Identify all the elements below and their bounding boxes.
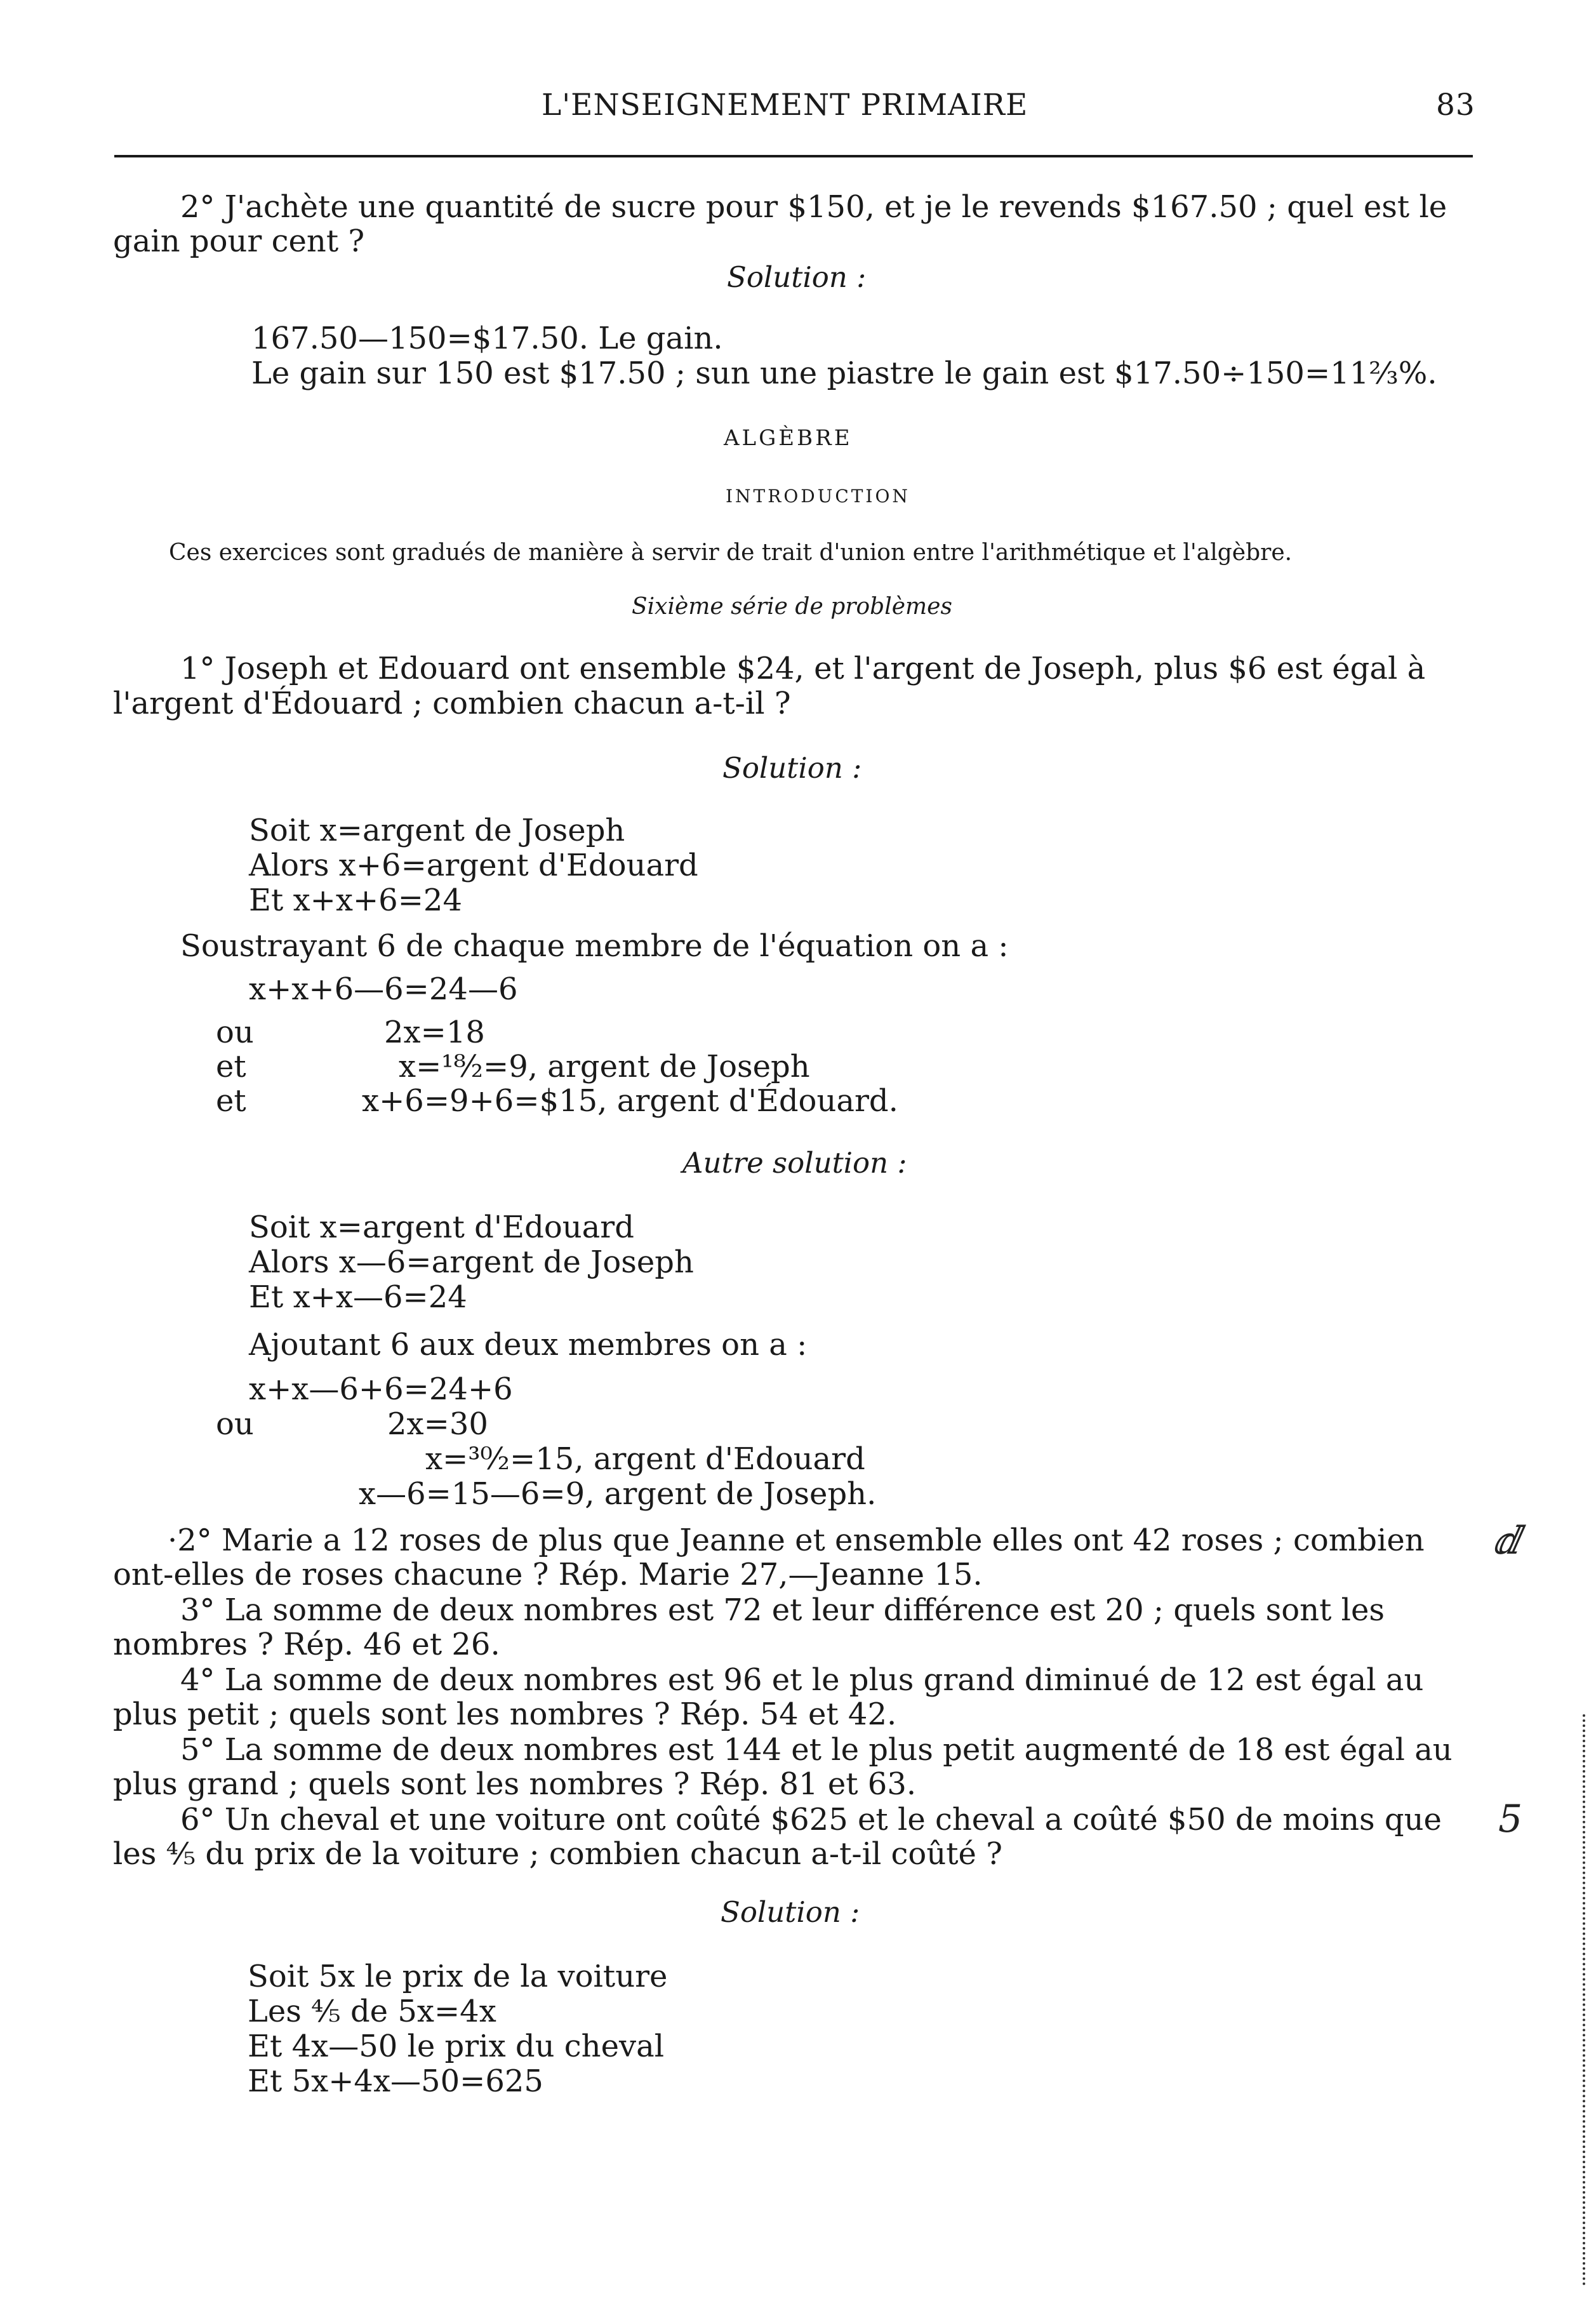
p6-step-4: Et 5x+4x—50=625: [248, 2063, 543, 2099]
problem-6-text-2: les ⅘ du prix de la voiture ; combien chacun a-t-il coûté ?: [113, 1836, 1002, 1872]
problem-3-text-2: nombres ? Rép. 46 et 26.: [113, 1627, 500, 1662]
section-subtitle: INTRODUCTION: [726, 486, 910, 507]
problem-2-text-1: ·2° Marie a 12 roses de plus que Jeanne et ensemble elles ont 42 roses ; combien: [168, 1523, 1425, 1558]
p1-step-7-label: et: [216, 1049, 246, 1084]
alt-step-2: Alors x—6=argent de Joseph: [249, 1244, 694, 1280]
p1-step-5: x+x+6—6=24—6: [249, 971, 518, 1007]
alt-step-4: Ajoutant 6 aux deux membres on a :: [249, 1327, 808, 1363]
p6-solution-label: Solution :: [721, 1895, 860, 1929]
alt-step-8: x—6=15—6=9, argent de Joseph.: [359, 1476, 877, 1512]
problem-4-text-2: plus petit ; quels sont les nombres ? Rép. 54 et 42.: [113, 1697, 897, 1732]
problem-5-text-1: 5° La somme de deux nombres est 144 et le plus petit augmenté de 18 est égal au: [180, 1732, 1453, 1768]
p1-step-3: Et x+x+6=24: [249, 883, 462, 918]
p6-step-1: Soit 5x le prix de la voiture: [248, 1959, 668, 1994]
calc-line-2: Le gain sur 150 est $17.50 ; sun une piastre le gain est $17.50÷150=11⅔%.: [251, 356, 1437, 391]
p1-step-8: x+6=9+6=$15, argent d'Édouard.: [362, 1083, 898, 1119]
p1-solution-label: Solution :: [722, 751, 862, 785]
p1-line-2: l'argent d'Édouard ; combien chacun a-t-il ?: [113, 686, 791, 721]
problem-2-line-2: gain pour cent ?: [113, 223, 365, 259]
problem-3-text-1: 3° La somme de deux nombres est 72 et leur différence est 20 ; quels sont les: [180, 1592, 1385, 1628]
alt-step-6-label: ou: [216, 1406, 254, 1442]
alt-step-7: x=³⁰⁄₂=15, argent d'Edouard: [425, 1441, 865, 1477]
intro-text: Ces exercices sont gradués de manière à servir de trait d'union entre l'arithmétique et l'algèbre.: [169, 540, 1293, 566]
calc-line-1: 167.50—150=$17.50. Le gain.: [251, 321, 723, 356]
problem-6-text-1: 6° Un cheval et une voiture ont coûté $625 et le cheval a coûté $50 de moins que: [180, 1802, 1442, 1837]
p1-step-6-label: ou: [216, 1015, 254, 1050]
alt-step-6: 2x=30: [387, 1406, 488, 1442]
p1-step-1: Soit x=argent de Joseph: [249, 813, 625, 848]
problem-2-line-1: 2° J'achète une quantité de sucre pour $150, et je le revends $167.50 ; quel est le: [180, 189, 1447, 225]
p1-step-4: Soustrayant 6 de chaque membre de l'équation on a :: [180, 928, 1009, 964]
alt-step-5: x+x—6+6=24+6: [249, 1371, 513, 1407]
p1-step-6: 2x=18: [384, 1015, 485, 1050]
alt-solution-label: Autre solution :: [682, 1146, 907, 1180]
p1-line-1: 1° Joseph et Edouard ont ensemble $24, et l'argent de Joseph, plus $6 est égal à: [180, 651, 1426, 686]
header-rule: [114, 155, 1473, 157]
p1-step-8-label: et: [216, 1083, 246, 1119]
alt-step-3: Et x+x—6=24: [249, 1279, 467, 1315]
p1-step-7: x=¹⁸⁄₂=9, argent de Joseph: [399, 1049, 810, 1084]
problem-2-text-2: ont-elles de roses chacune ? Rép. Marie 27,—Jeanne 15.: [113, 1557, 983, 1592]
running-header: L'ENSEIGNEMENT PRIMAIRE: [542, 88, 1028, 123]
problem-4-text-1: 4° La somme de deux nombres est 96 et le plus grand diminué de 12 est égal au: [180, 1662, 1424, 1698]
section-title: ALGÈBRE: [724, 425, 853, 451]
scan-edge-artifact: [1583, 1714, 1588, 2286]
problem-5-text-2: plus grand ; quels sont les nombres ? Rép. 81 et 63.: [113, 1766, 917, 1802]
margin-handwritten-mark-2: 5: [1498, 1797, 1523, 1841]
alt-step-1: Soit x=argent d'Edouard: [249, 1210, 634, 1245]
series-title: Sixième série de problèmes: [632, 594, 952, 620]
solution-label: Solution :: [727, 260, 867, 294]
p1-step-2: Alors x+6=argent d'Edouard: [249, 848, 698, 883]
p6-step-2: Les ⅘ de 5x=4x: [248, 1994, 496, 2029]
p6-step-3: Et 4x—50 le prix du cheval: [248, 2029, 665, 2064]
page-number: 83: [1436, 88, 1475, 123]
margin-handwritten-mark-1: ⅆ: [1493, 1519, 1520, 1563]
